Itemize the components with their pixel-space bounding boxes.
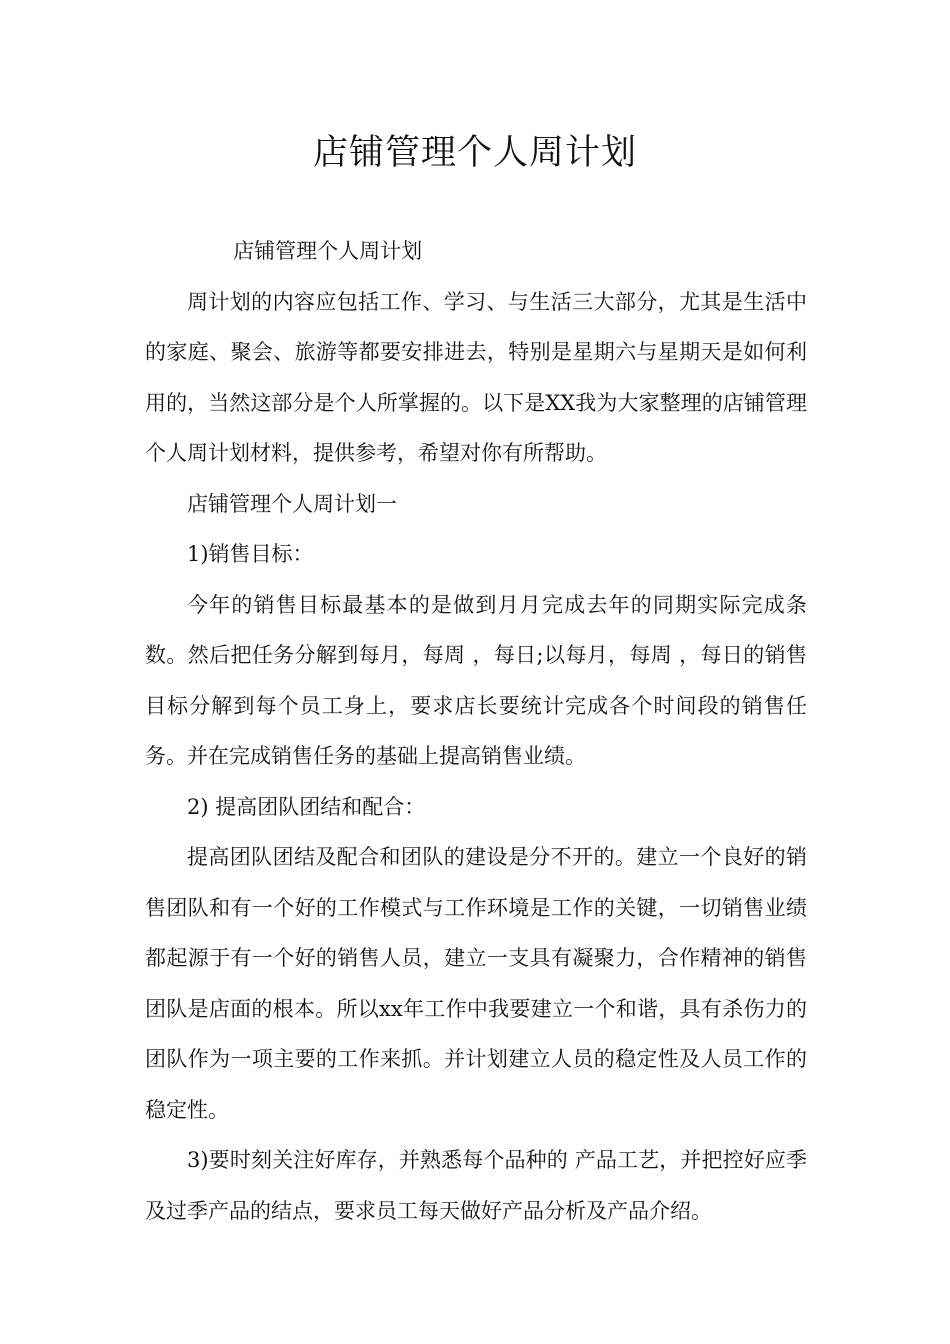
intro-paragraph: 周计划的内容应包括工作、学习、与生活三大部分，尤其是生活中的家庭、聚会、旅游等都要安排进去，特别是星期六与星期天是如何利用的，当然这部分是个人所掌握的。以下是XX我为大家整理的店铺管理个人周计划材料，提供参考，希望对你有所帮助。 [145,289,807,465]
item-heading-sales-target: 1)销售目标： [187,542,314,566]
item-heading-team: 2) 提高团队团结和配合： [187,794,426,819]
document-body [145,226,807,1236]
document-title: 店铺管理个人周计划 [312,133,637,173]
document-subtitle: 店铺管理个人周计划 [233,239,423,263]
section-heading: 店铺管理个人周计划一 [187,491,397,516]
paragraph-sales-target: 今年的销售目标最基本的是做到月月完成去年的同期实际完成条数。然后把任务分解到每月，每周 ，每日;以每月，每周 ，每日的销售目标分解到每个员工身上，要求店长要统计完成各个时间段的销售任务。并在完成销售任务的基础上提高销售业绩。 [145,592,807,768]
paragraph-inventory: 3)要时刻关注好库存，并熟悉每个品种的 产品工艺，并把控好应季及过季产品的结点，要求员工每天做好产品分析及产品介绍。 [145,1148,807,1223]
paragraph-team: 提高团队团结及配合和团队的建设是分不开的。建立一个良好的销售团队和有一个好的工作模式与工作环境是工作的关键，一切销售业绩都起源于有一个好的销售人员，建立一支具有凝聚力，合作精神的销售团队是店面的根本。所以xx年工作中我要建立一个和谐，具有杀伤力的团队作为一项主要的工作来抓。并计划建立人员的稳定性及人员工作的稳定性。 [145,845,807,1122]
